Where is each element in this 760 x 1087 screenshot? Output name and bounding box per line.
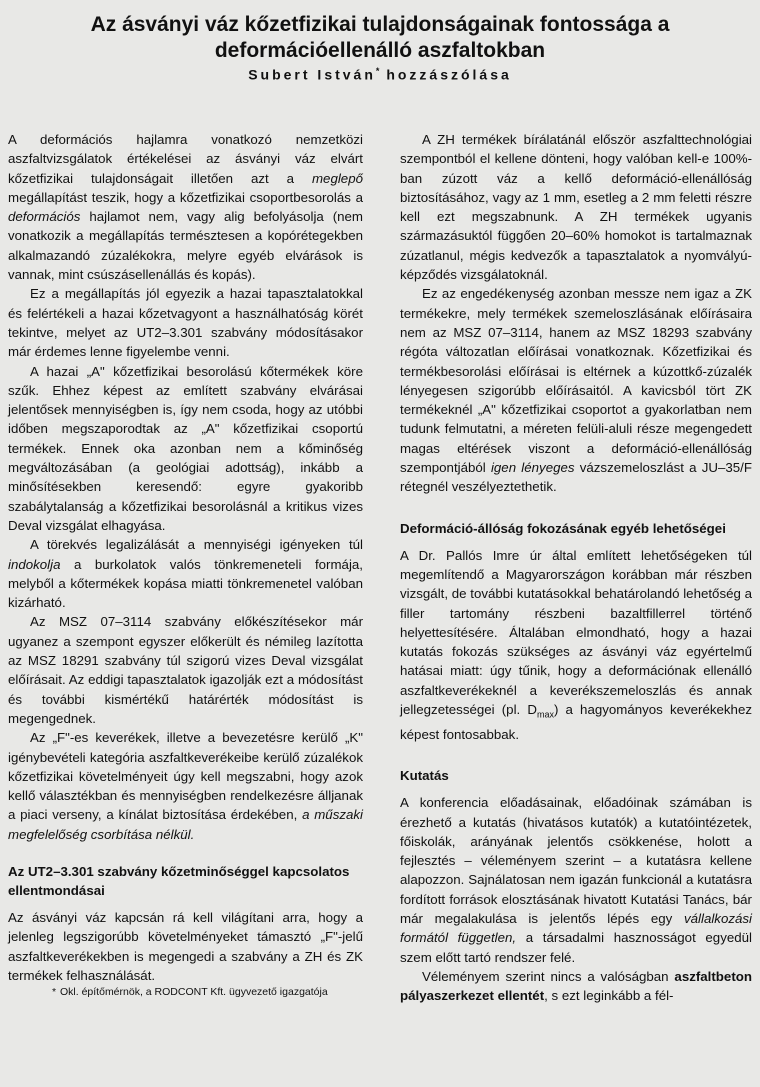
paragraph: Az „F"-es keverékek, illetve a bevezetésre kerülő „K" igénybevételi kategória aszfaltkeverékeibe kerülő zúzalékok kőzetfizikai követelményeit úgy kell megszabni, hogy azok kellő választékban és mennyiségben rendelkezésre álljanak a piaci verseny, a kínálat biztosítása érdekében, a műszaki megfelelőség csorbítása nélkül. (8, 730, 363, 842)
author-suffix: hozzászólása (386, 66, 512, 83)
footnote: * Okl. építőmérnök, a RODCONT Kft. ügyvezető igazgatója (8, 985, 363, 999)
section-heading: Kutatás (400, 768, 449, 784)
paragraph: A törekvés legalizálását a mennyiségi igényeken túl indokolja a burkolatok valós tönkremeneteli formája, melyből a kőtermékek kopása miatti tönkremenetel valóban kizárható. (8, 537, 363, 611)
author-name: Subert István (248, 66, 376, 83)
left-column (8, 130, 363, 999)
paragraph: Az MSZ 07–3114 szabvány előkészítésekor már ugyanez a szempont egyszer előkerült és némileg lazította az MSZ 18291 szabvány túl szigorú vizes Deval vizsgálat előírásait. Az eddigi tapasztalatok igazolják ezt a módosítást és további kismértékű határérték módosítást is megengednek. (8, 614, 363, 726)
paragraph: A hazai „A" kőzetfizikai besorolású kőtermékek köre szűk. Ehhez képest az említett szabvány elvárásai jelentősek mennyiségben is, így nem csoda, hogy az utóbbi időben megszaporodtak az „A" kőzetfizikai csoportú termékek. Ennek oka azonban nem a kőminőség megváltozásában (a geológiai adottság), inkább a minősítésekben keresendő: egyre gyakoribb szabálytalanság a kőzetfizikai besorolásnál a kritikus vizes Deval vizsgálat elhagyása. (8, 363, 363, 533)
author-line (0, 66, 760, 83)
paragraph: A Dr. Pallós Imre úr által említett lehetőségeken túl megemlítendő a Magyarországon korábban már részben vizsgált, de további kutatásokkal behatárolandó lehetőség a filler tartomány részbeni bazaltfillerrel történő helyettesítésére. Általában elmondható, hogy a hazai kutatás fokozás szükséges az ásványi váz egyértelmű hatásai miatt: úgy tűnik, hogy a deformációnak ellenálló aszfaltkeverékeknél a keverékszemeloszlás és annak jellegzetességei (pl. $D_{max}$) a hagyományos keverékekhez képest fontosabbak. (400, 547, 752, 742)
paragraph: A konferencia előadásainak, előadóinak számában is érezhető a kutatás (hivatásos kutatók) a kutatóintézetek, főiskolák, arányának jelentős csökkenése, holott a fejlesztés – véleményem szerint – a kutatásra kellene alapozzon. Sajnálatosan nem igazán funkcionál a kutatásra fordított források elosztásának hivatott Kutatási Tanács, bár már megalakulása is jelentős lépés egy vállalkozási formától független, a társadalmi hasznosságot egyedül szem előtt tartó rendszer felé. (400, 795, 752, 965)
right-column (400, 130, 752, 1006)
paragraph: Véleményem szerint nincs a valóságban aszfaltbeton pályaszerkezet ellentét, s ezt leginkább a fél- (400, 968, 752, 1004)
paragraph: A ZH termékek bírálatánál először aszfalttechnológiai szempontból el kellene dönteni, hogy valóban kell-e 100%-ban zúzott váz a kellő deformáció-ellenállóság biztosításához, vagy az 1 mm, esetleg a 2 mm feletti részre kell ezt megszabnunk. A ZH termékek ugyanis származásuktól függően 20–60% homokot is tartalmaznak zúzatlanul, mégis kedvezők a tapasztalatok a nyomvályú-képződés vizsgálatoknál. (400, 132, 752, 283)
article-title (0, 12, 760, 64)
paragraph: Ez a megállapítás jól egyezik a hazai tapasztalatokkal és felértékeli a hazai kőzetvagyont a használhatóság körét tekintve, melyet az UT2–3.301 szabvány módosításakor már érdemes lenne figyelembe venni. (8, 286, 363, 360)
section-heading: Az UT2–3.301 szabvány kőzetminőséggel kapcsolatos ellentmondásai (8, 863, 350, 898)
section-heading: Deformáció-állóság fokozásának egyéb lehetőségei (400, 520, 726, 536)
title-line-2: deformációellenálló aszfaltokban (214, 39, 546, 62)
paragraph: Ez az engedékenység azonban messze nem igaz a ZK termékekre, mely termékek szemeloszlásának előírásaira nem az MSZ 07–3114, hanem az MSZ 18293 szabvány régóta változatlan előírásai vonatkoznak. Kőzetfizikai és termékbesorolási előírásai is eltérnek a kúzottkő-zúzalék lényegesen szigorúbb előírásaitól. A kavicsból tört ZK termékeknél „A" kőzetfizikai csoportot a gyakorlatban nem tudunk felmutatni, a méreten felüli-aluli része megengedett magas eltérések viszont a deformáció-ellenállóság szempontjából igen lényeges vázszemeloszlást a JU–35/F rétegnél veszélyeztethetik. (400, 286, 752, 495)
footnote-mark: * (52, 986, 57, 999)
author-footnote-mark: * (375, 66, 380, 76)
paragraph: A deformációs hajlamra vonatkozó nemzetközi aszfaltvizsgálatok értékelései az ásványi váz elvárt kőzetfizikai tulajdonságait illetően azt a meglepő megállapítást teszik, hogy a kőzetfizikai csoportbesorolás a deformációs hajlamot nem, vagy alig befolyásolja (nem vonatkozik a megállapítás természtesen a kopórétegekben alkalmazandó zúzalékokra, melyre egyéb elvárások is vannak, mint csúszásellenállás és kopás). (8, 132, 363, 283)
title-line-1: Az ásványi váz kőzetfizikai tulajdonságainak fontossága a (90, 13, 670, 36)
paragraph: Az ásványi váz kapcsán rá kell világítani arra, hogy a jelenleg legszigorúbb követelményeket támasztó „F"-jelű aszfaltkeverékekben is megengedi a szabvány a ZH és ZK termékek felhasználását. (8, 909, 363, 983)
